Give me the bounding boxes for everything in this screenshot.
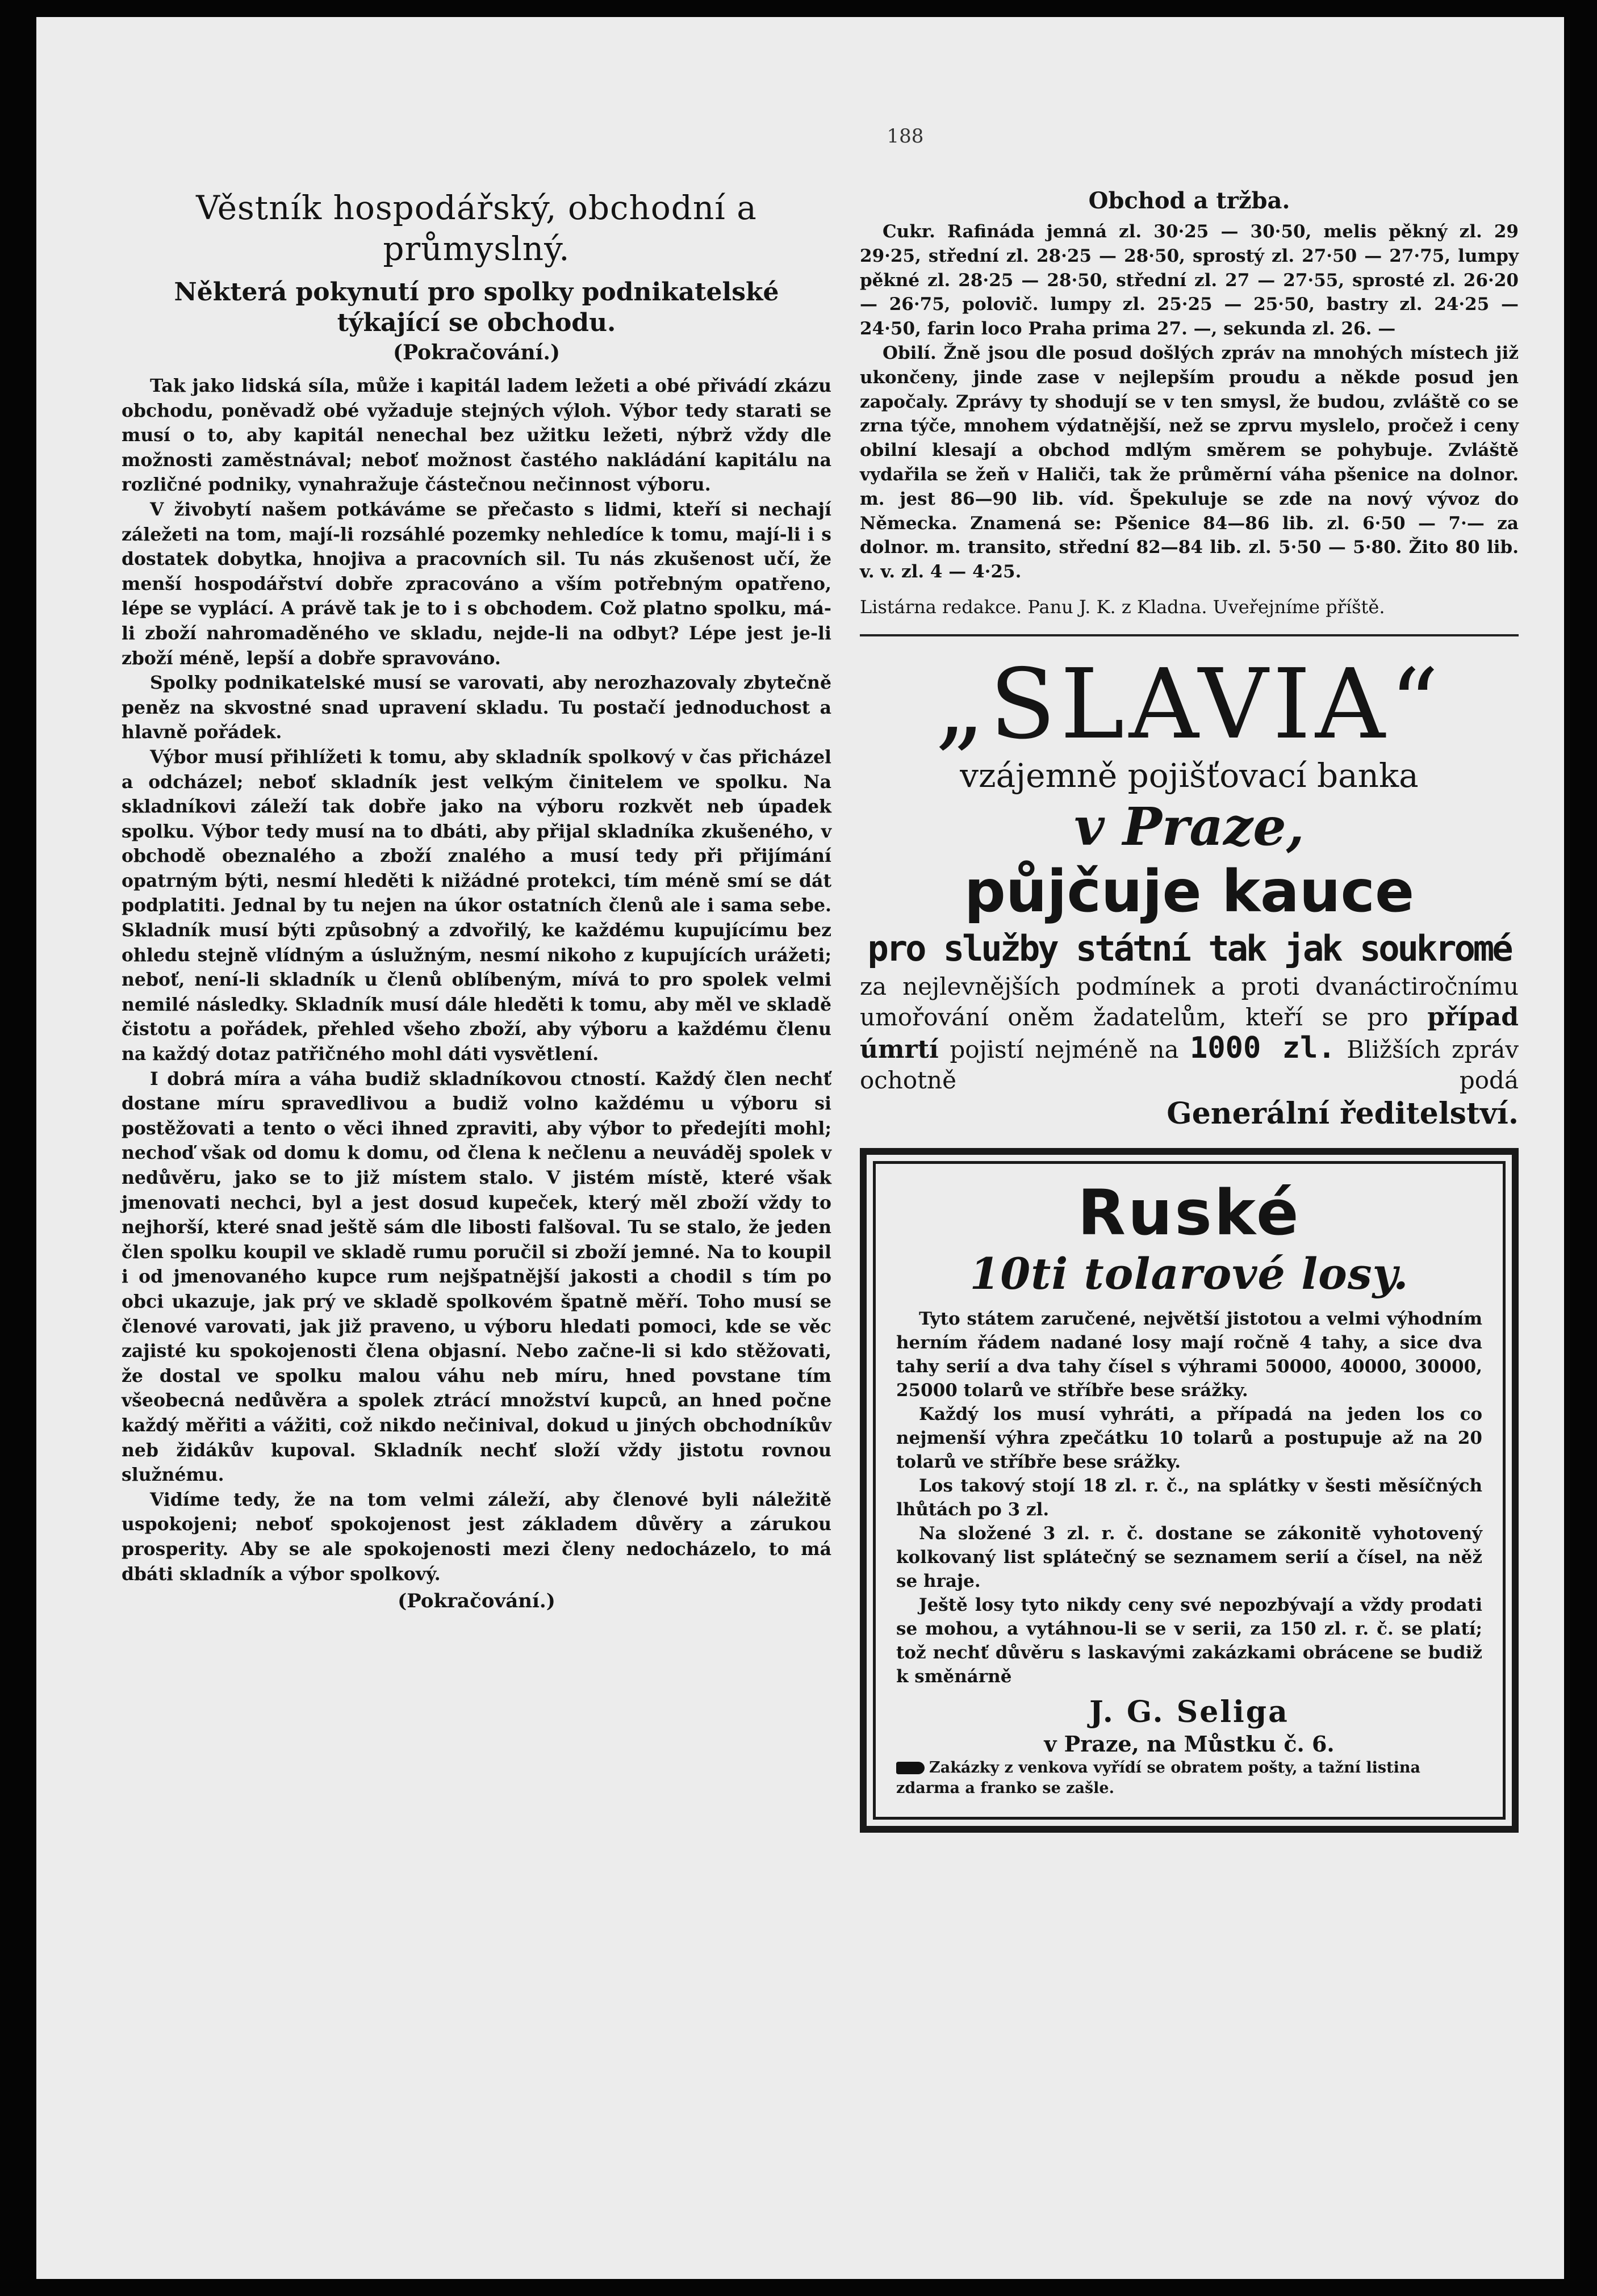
newspaper-page bbox=[36, 17, 1564, 2279]
article-paragraph: Vidíme tedy, že na tom velmi záleží, aby členové byli náležitě uspokojeni; neboť spokojenost jest základem důvěry a zárukou prosperity. Aby se ale spokojenosti mezi členy nedocházelo, to má dbáti skladník a výbor spolkový. bbox=[122, 1489, 831, 1585]
page-number: 188 bbox=[887, 125, 924, 148]
trade-title: Obchod a tržba. bbox=[1088, 187, 1290, 214]
article-paragraph: I dobrá míra a váha budiž skladníkovou ctností. Každý člen nechť dostane míru spravedlivou a budiž volno každému u výboru si postěžovati a tento o věci ihned zpraviti, aby výbor to předejíti mohl; nechoď však od domu k domu, od člena k nečlenu a neuváděj spolek v nedůvěru, jako se to již místem stalo. V jistém místě, které však jmenovati nechci, byl a jest dosud kupeček, který měl zboží vždy to nejhorší, které snad ještě sám dle libosti falšoval. Tu se stalo, že jeden člen spolku koupil ve skladě rumu poručil si zboží jemné. Na to koupil i od jmenovaného kupce rum nejšpatnější jakosti a chodil s tím po obci ukazuje, jak prý ve skladě spolkovém špatně měří. Toho musí se členové varovati, jak již praveno, u výboru hledati pomoci, kde se věc zajisté ku spokojenosti člena objasní. Nebo začne-li si kdo stěžovati, že dostal ve spolku malou váhu neb míru, hned povstane tím všeobecná nedůvěra a spolek ztrácí množství kupců, an hned počne každý měřiti a vážiti, což nikdo nečinival, dokud u jiných obchodníkův neb židákův kupoval. Skladník nechť složí vždy jistotu rovnou služnému. bbox=[122, 1068, 831, 1486]
article-paragraph: Tak jako lidská síla, může i kapitál ladem ležeti a obé přivádí zkázu obchodu, poněvadž obé vyžaduje stejných výloh. Výbor tedy starati se musí o to, aby kapitál nenechal bez užitku ležeti, nýbrž vždy dle možnosti zaměstnával; neboť možnost častého nakládání kapitálu na rozličné podniky, vynahražuje částečnou nečinnost výboru. bbox=[122, 375, 831, 496]
section-heading: Věstník hospodářský, obchodní a průmyslný. bbox=[196, 188, 757, 268]
ruske-address: v Praze, na Můstku č. 6. bbox=[1044, 1731, 1335, 1757]
ruske-note bbox=[896, 1758, 1482, 1799]
slavia-body-text: pojistí nejméně na bbox=[950, 1035, 1179, 1063]
slavia-name: „SLAVIA“ bbox=[935, 648, 1444, 761]
ruske-paragraph: Los takový stojí 18 zl. r. č., na splátky v šesti měsíčných lhůtách po 3 zl. bbox=[896, 1475, 1482, 1520]
right-column bbox=[860, 187, 1519, 1833]
slavia-body-text: Bližších zpráv ochotně podá bbox=[860, 1035, 1519, 1094]
slavia-subtitle: vzájemně pojišťovací banka bbox=[960, 756, 1419, 795]
pointing-hand-icon bbox=[896, 1762, 925, 1774]
slavia-directorate: Generální ředitelství. bbox=[1167, 1096, 1519, 1131]
article-paragraph: V živobytí našem potkáváme se přečasto s lidmi, kteří si nechají záležeti na tom, mají-li rozsáhlé pozemky nehledíce k tomu, mají-li i s dostatek dobytka, hnojiva a pracovních sil. Tu nás zkušenost učí, že menší hospodářství dobře zpracováno a vším potřebným opatřeno, lépe se vyplácí. A právě tak je to i s obchodem. Což platno spolku, má-li zboží nahromaděného ve skladu, nejde-li na odbyt? Lépe jest je-li zboží méně, lepší a dobře spravováno. bbox=[122, 498, 831, 669]
ruske-paragraph: Na složené 3 zl. r. č. dostane se zákonitě vyhotovený kolkovaný list splátečný se seznamem serií a čísel, na něž se hraje. bbox=[896, 1523, 1482, 1591]
ruske-paragraph: Tyto státem zaručené, největší jistotou a velmi výhodním herním řádem nadané losy mají ročně 4 tahy, a sice dva tahy serií a dva tahy čísel s výhrami 50000, 40000, 30000, 25000 tolarů ve stříbře bese srážky. bbox=[896, 1308, 1482, 1401]
divider bbox=[860, 634, 1519, 636]
slavia-lends: půjčuje kauce bbox=[964, 857, 1415, 925]
slavia-amount: 1000 zl. bbox=[1190, 1030, 1336, 1065]
slavia-services: pro služby státní tak jak soukromé bbox=[867, 927, 1511, 969]
article-title: Některá pokynutí pro spolky podnikatelské týkající se obchodu. bbox=[174, 278, 779, 337]
ruske-subtitle: 10ti tolarové losy. bbox=[969, 1248, 1409, 1299]
article-paragraph: Výbor musí přihlížeti k tomu, aby skladník spolkový v čas přicházel a odcházel; neboť skladník jest velkým činitelem ve spolku. Na skladníkovi záleží tak dobře jako na výboru rozkvět neb úpadek spolku. Výbor tedy musí na to dbáti, aby přijal skladníka zkušeného, v obchodě obeznalého a zboží znalého a musí tedy při přijímání opatrným býti, nesmí hleděti k nižádné protekci, tím méně smí se dát podplatiti. Jednal by tu nejen na úkor ostatních členů ale i sama sebe. Skladník musí býti způsobný a zdvořilý, ke každému kupujícímu bez ohledu stejně vlídným a úslužným, nesmí nikoho z kupujících urážeti; neboť, není-li skladník u členů oblíbeným, mívá to pro spolek velmi nemilé následky. Skladník musí dále hleděti k tomu, aby měl ve skladě čistotu a pořádek, přehled všeho zboží, aby výboru a každému členu na každý dotaz patřičného mohl dáti vysvětlení. bbox=[122, 746, 831, 1065]
continuation-note: (Pokračování.) bbox=[393, 341, 560, 364]
slavia-body bbox=[860, 971, 1519, 1096]
ruske-firm: J. G. Seliga bbox=[1089, 1694, 1289, 1729]
article-paragraph: Spolky podnikatelské musí se varovati, aby nerozhazovaly zbytečně peněz na skvostné snad upravení skladu. Tu postačí jednoduchost a hlavně pořádek. bbox=[122, 672, 831, 743]
trade-paragraph: Obilí. Žně jsou dle posud došlých zpráv na mnohých místech již ukončeny, jinde zase v nejlepším proudu a někde posud jen započaly. Zprávy ty shodují se v ten smysl, že budou, zvláště co se zrna týče, mnohem výdatnější, než se zprvu myslelo, pročež i ceny obilní klesají a obchod mdlým směrem se pohybuje. Zvláště vydařila se žeň v Haliči, tak že průměrní váha pšenice na dolnor. m. jest 86—90 lib. víd. Špekuluje se zde na nový vývoz do Německa. Znamená se: Pšenice 84—86 lib. zl. 6·50 — 7·— za dolnor. m. transito, střední 82—84 lib. zl. 5·50 — 5·80. Žito 80 lib. v. v. zl. 4 — 4·25. bbox=[860, 342, 1519, 583]
ruske-note-text: Zakázky z venkova vyřídí se obratem pošty, a tažní listina zdarma a franko se zašle. bbox=[896, 1758, 1420, 1797]
left-column bbox=[122, 187, 831, 1612]
ruske-paragraph: Každý los musí vyhráti, a případá na jeden los co nejmenší výhra zpečátku 10 tolarů a postupuje až na 20 tolarů ve stříbře bese srážky. bbox=[896, 1403, 1482, 1472]
ruske-losy-advertisement bbox=[860, 1148, 1519, 1833]
ruske-title: Ruské bbox=[1077, 1176, 1301, 1249]
slavia-city: v Praze, bbox=[1074, 795, 1305, 857]
slavia-advertisement bbox=[860, 648, 1519, 1132]
trade-paragraph: Cukr. Rafináda jemná zl. 30·25 — 30·50, melis pěkný zl. 29 29·25, střední zl. 28·25 — 28·50, sprostý zl. 27·50 — 27·75, lumpy pěkné zl. 28·25 — 28·50, střední zl. 27 — 27·55, sprosté zl. 26·20 — 26·75, polovič. lumpy zl. 25·25 — 25·50, bastry zl. 24·25 — 24·50, farin loco Praha prima 27. —, sekunda zl. 26. — bbox=[860, 221, 1519, 340]
editorial-mailbox: Listárna redakce. Panu J. K. z Kladna. Uveřejníme příště. bbox=[860, 596, 1385, 618]
slavia-body-text: za nejlevnějších podmínek a proti dvanáctiročnímu umořování oněm žadatelům, kteří se pro bbox=[860, 972, 1519, 1031]
ruske-paragraph: Ještě losy tyto nikdy ceny své nepozbývají a vždy prodati se mohou, a vytáhnou-li se v serii, za 150 zl. r. č. se platí; tož nechť důvěru s laskavými zakázkami obrácene se budiž k směnárně bbox=[896, 1594, 1482, 1687]
slavia-body-emphasis: případ úmrtí bbox=[860, 1002, 1519, 1064]
continuation-end-note: (Pokračování.) bbox=[398, 1590, 555, 1613]
